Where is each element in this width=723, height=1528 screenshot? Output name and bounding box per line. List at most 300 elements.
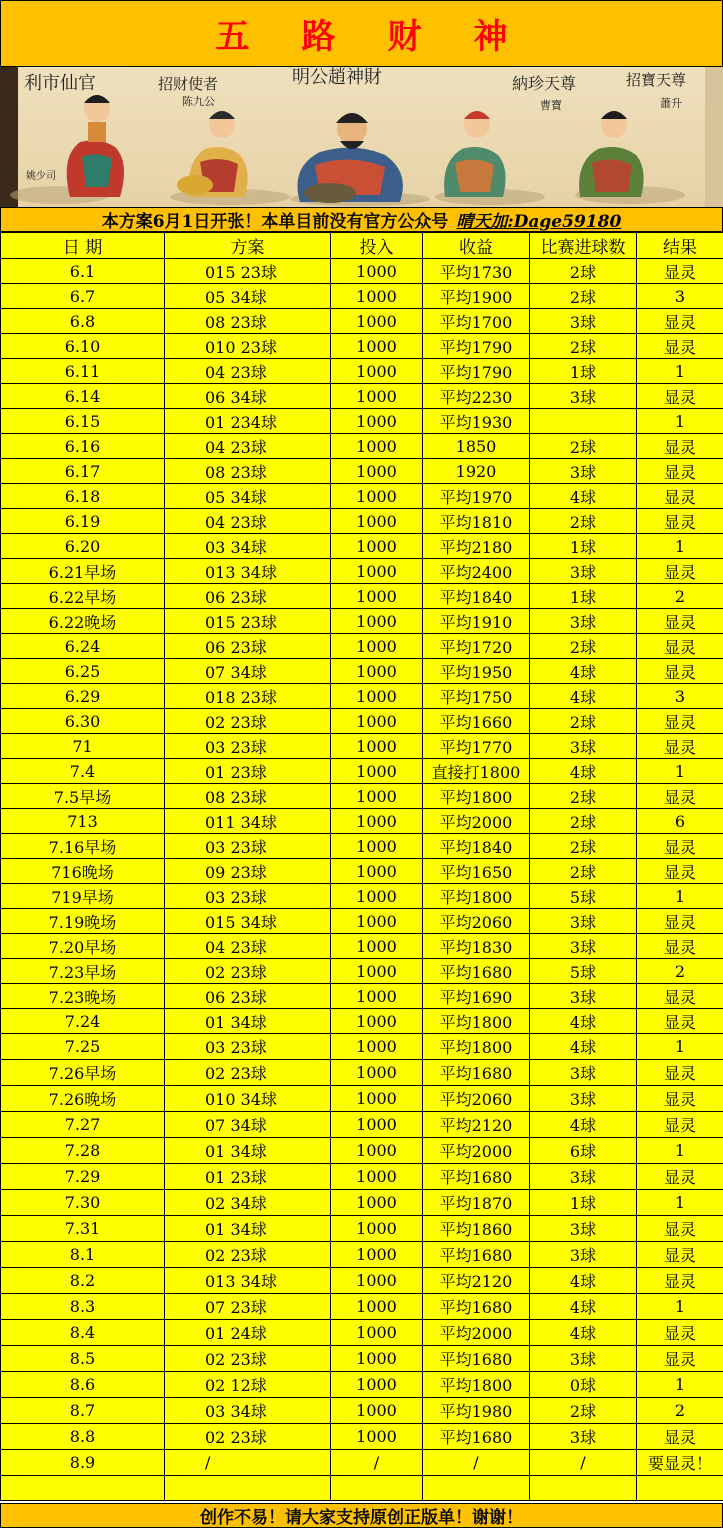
cell-goals: 4球 (530, 1268, 637, 1294)
cell-return: 平均1720 (423, 634, 530, 659)
table-row (1, 1086, 723, 1112)
cell-return: 平均1870 (423, 1190, 530, 1216)
table-row (1, 684, 723, 709)
cell-stake: 1000 (331, 1086, 423, 1112)
empty-cell (1, 1476, 165, 1501)
cell-goals: 3球 (530, 984, 637, 1009)
table-row-empty (1, 1476, 723, 1501)
cell-plan: 02 12球 (165, 1372, 331, 1398)
cell-result: 1 (637, 534, 723, 559)
cell-plan: 015 34球 (165, 909, 331, 934)
table-row (1, 459, 723, 484)
cell-return: 平均1660 (423, 709, 530, 734)
cell-goals: 3球 (530, 1216, 637, 1242)
cell-result: 显灵 (637, 1086, 723, 1112)
cell-return: 直接打1800 (423, 759, 530, 784)
cell-return: 平均1970 (423, 484, 530, 509)
cell-goals: / (530, 1450, 637, 1476)
table-header-row (1, 233, 723, 259)
cell-stake: 1000 (331, 1112, 423, 1138)
cell-date: 7.4 (1, 759, 165, 784)
footer-text: 创作不易！请大家支持原创正版单！谢谢！ (200, 1508, 523, 1528)
cell-plan: 04 23球 (165, 934, 331, 959)
header-return: 收益 (423, 233, 530, 259)
results-table (0, 232, 723, 1501)
cell-goals: 4球 (530, 684, 637, 709)
cell-result: 显灵 (637, 1112, 723, 1138)
cell-goals: 2球 (530, 784, 637, 809)
cell-plan: 02 34球 (165, 1190, 331, 1216)
cell-goals: 1球 (530, 359, 637, 384)
cell-plan: 02 23球 (165, 1060, 331, 1086)
banner-label: 姚少司 (26, 171, 56, 182)
cell-goals: 3球 (530, 459, 637, 484)
cell-date: 6.16 (1, 434, 165, 459)
cell-return: 平均1700 (423, 309, 530, 334)
cell-stake: 1000 (331, 1060, 423, 1086)
cell-return: 平均1980 (423, 1398, 530, 1424)
cell-date: 6.24 (1, 634, 165, 659)
table-row (1, 484, 723, 509)
cell-goals: 3球 (530, 909, 637, 934)
table-row (1, 634, 723, 659)
cell-date: 7.20早场 (1, 934, 165, 959)
table-row (1, 959, 723, 984)
cell-plan: 011 34球 (165, 809, 331, 834)
table-row (1, 1450, 723, 1476)
page-title: 五路财神 (215, 17, 560, 57)
notice-text: 本方案6月1日开张！本单目前没有官方公众号 (101, 212, 449, 232)
table-row (1, 1346, 723, 1372)
cell-result: 显灵 (637, 1268, 723, 1294)
cell-stake: 1000 (331, 259, 423, 284)
cell-result: 1 (637, 1294, 723, 1320)
table-row (1, 759, 723, 784)
five-gods-banner-image (0, 67, 723, 207)
cell-result: 显灵 (637, 859, 723, 884)
cell-result: 3 (637, 684, 723, 709)
cell-stake: 1000 (331, 459, 423, 484)
cell-result: 显灵 (637, 784, 723, 809)
cell-date: 6.7 (1, 284, 165, 309)
cell-plan: 013 34球 (165, 559, 331, 584)
cell-goals: 2球 (530, 834, 637, 859)
banner-label: 招寶天尊 (626, 71, 687, 89)
cell-goals: 1球 (530, 584, 637, 609)
table-row (1, 434, 723, 459)
cell-plan: 04 23球 (165, 509, 331, 534)
cell-return: 平均2400 (423, 559, 530, 584)
cell-goals: 2球 (530, 1398, 637, 1424)
cell-stake: 1000 (331, 1294, 423, 1320)
cell-result: 显灵 (637, 1060, 723, 1086)
cell-goals: 3球 (530, 934, 637, 959)
cell-plan: 08 23球 (165, 784, 331, 809)
cell-stake: 1000 (331, 284, 423, 309)
cell-return: 平均2180 (423, 534, 530, 559)
table-row (1, 1034, 723, 1060)
header-date: 日 期 (1, 233, 165, 259)
cell-goals: 2球 (530, 259, 637, 284)
table-row (1, 1242, 723, 1268)
cell-result: 1 (637, 759, 723, 784)
cell-return: 平均1800 (423, 884, 530, 909)
cell-plan: 03 23球 (165, 734, 331, 759)
cell-date: 7.5早场 (1, 784, 165, 809)
table-row (1, 659, 723, 684)
cell-result: 显灵 (637, 384, 723, 409)
header-result: 结果 (637, 233, 723, 259)
cell-return: 平均1770 (423, 734, 530, 759)
cell-plan: 04 23球 (165, 434, 331, 459)
cell-result: 显灵 (637, 1424, 723, 1450)
cell-stake: 1000 (331, 609, 423, 634)
cell-plan: 03 23球 (165, 834, 331, 859)
cell-stake: 1000 (331, 884, 423, 909)
cell-date: 8.1 (1, 1242, 165, 1268)
table-row (1, 784, 723, 809)
cell-stake: 1000 (331, 734, 423, 759)
cell-goals: 3球 (530, 1424, 637, 1450)
cell-return: 平均1900 (423, 284, 530, 309)
table-row (1, 1268, 723, 1294)
cell-goals: 2球 (530, 284, 637, 309)
cell-stake: 1000 (331, 909, 423, 934)
cell-result: 显灵 (637, 1164, 723, 1190)
cell-return: 平均1800 (423, 1034, 530, 1060)
cell-result: 显灵 (637, 484, 723, 509)
cell-plan: 02 23球 (165, 1242, 331, 1268)
cell-date: 7.28 (1, 1138, 165, 1164)
cell-goals: 4球 (530, 1294, 637, 1320)
cell-plan: 01 23球 (165, 759, 331, 784)
table-row (1, 259, 723, 284)
cell-plan: 013 34球 (165, 1268, 331, 1294)
cell-plan: 02 23球 (165, 1424, 331, 1450)
cell-result: 显灵 (637, 909, 723, 934)
cell-stake: 1000 (331, 1034, 423, 1060)
cell-result: 2 (637, 1398, 723, 1424)
table-row (1, 1112, 723, 1138)
cell-goals: 3球 (530, 734, 637, 759)
cell-stake: 1000 (331, 784, 423, 809)
cell-goals: 4球 (530, 1320, 637, 1346)
cell-plan: 03 34球 (165, 534, 331, 559)
table-row (1, 709, 723, 734)
cell-return: 平均1680 (423, 1294, 530, 1320)
notice-bar (0, 207, 723, 232)
cell-date: 6.20 (1, 534, 165, 559)
cell-result: 显灵 (637, 509, 723, 534)
cell-result: 显灵 (637, 259, 723, 284)
table-row (1, 534, 723, 559)
cell-return: 平均2060 (423, 1086, 530, 1112)
cell-goals: 4球 (530, 1034, 637, 1060)
cell-plan: 07 34球 (165, 659, 331, 684)
cell-date: 7.23早场 (1, 959, 165, 984)
cell-goals: 3球 (530, 559, 637, 584)
cell-return: 平均1680 (423, 1346, 530, 1372)
header-plan: 方案 (165, 233, 331, 259)
cell-return: 平均2230 (423, 384, 530, 409)
cell-stake: 1000 (331, 1372, 423, 1398)
cell-stake: 1000 (331, 934, 423, 959)
cell-return: 平均1680 (423, 1424, 530, 1450)
cell-result: 显灵 (637, 1320, 723, 1346)
cell-goals: 5球 (530, 884, 637, 909)
cell-goals: 2球 (530, 334, 637, 359)
cell-result: 显灵 (637, 334, 723, 359)
cell-stake: 1000 (331, 1424, 423, 1450)
cell-result: 显灵 (637, 1242, 723, 1268)
cell-stake: 1000 (331, 409, 423, 434)
cell-goals: 3球 (530, 384, 637, 409)
cell-plan: 09 23球 (165, 859, 331, 884)
cell-plan: 06 23球 (165, 584, 331, 609)
cell-plan: 07 34球 (165, 1112, 331, 1138)
cell-return: 平均1680 (423, 1242, 530, 1268)
cell-return: 平均1840 (423, 834, 530, 859)
banner-label: 曹寶 (540, 99, 562, 112)
cell-result: 显灵 (637, 434, 723, 459)
cell-date: 6.22早场 (1, 584, 165, 609)
cell-stake: 1000 (331, 559, 423, 584)
cell-stake: 1000 (331, 959, 423, 984)
cell-date: 6.30 (1, 709, 165, 734)
cell-plan: 01 234球 (165, 409, 331, 434)
cell-stake: 1000 (331, 634, 423, 659)
cell-stake: 1000 (331, 1346, 423, 1372)
table-row (1, 1138, 723, 1164)
cell-result: 2 (637, 584, 723, 609)
cell-stake: / (331, 1450, 423, 1476)
footer-bar (0, 1503, 723, 1528)
cell-date: 716晚场 (1, 859, 165, 884)
cell-goals: 3球 (530, 1164, 637, 1190)
cell-plan: 08 23球 (165, 459, 331, 484)
cell-return: 平均1730 (423, 259, 530, 284)
cell-date: 7.31 (1, 1216, 165, 1242)
cell-return: 平均1680 (423, 959, 530, 984)
cell-date: 8.6 (1, 1372, 165, 1398)
cell-return: 平均2000 (423, 1320, 530, 1346)
cell-return: 平均1790 (423, 334, 530, 359)
cell-stake: 1000 (331, 384, 423, 409)
cell-goals: 1球 (530, 534, 637, 559)
cell-date: 6.8 (1, 309, 165, 334)
cell-goals: 4球 (530, 1009, 637, 1034)
table-row (1, 809, 723, 834)
cell-date: 6.14 (1, 384, 165, 409)
cell-result: 1 (637, 409, 723, 434)
cell-result: 2 (637, 959, 723, 984)
cell-goals: 4球 (530, 759, 637, 784)
cell-stake: 1000 (331, 984, 423, 1009)
cell-result: 1 (637, 884, 723, 909)
cell-goals: 3球 (530, 609, 637, 634)
cell-result: 显灵 (637, 934, 723, 959)
cell-plan: 05 34球 (165, 484, 331, 509)
cell-goals: 0球 (530, 1372, 637, 1398)
cell-date: 6.22晚场 (1, 609, 165, 634)
cell-return: 平均1830 (423, 934, 530, 959)
cell-return: 平均1810 (423, 509, 530, 534)
cell-stake: 1000 (331, 809, 423, 834)
cell-date: 7.24 (1, 1009, 165, 1034)
cell-date: 719早场 (1, 884, 165, 909)
table-row (1, 609, 723, 634)
table-row (1, 1424, 723, 1450)
cell-return: 平均1800 (423, 1009, 530, 1034)
cell-date: 6.15 (1, 409, 165, 434)
cell-plan: / (165, 1450, 331, 1476)
cell-plan: 05 34球 (165, 284, 331, 309)
cell-stake: 1000 (331, 1216, 423, 1242)
cell-goals: 2球 (530, 859, 637, 884)
cell-return: 平均1840 (423, 584, 530, 609)
table-row (1, 1060, 723, 1086)
table-row (1, 734, 723, 759)
banner-label: 利市仙官 (24, 73, 96, 94)
cell-date: 6.29 (1, 684, 165, 709)
cell-result: 显灵 (637, 609, 723, 634)
cell-result: 显灵 (637, 709, 723, 734)
cell-plan: 04 23球 (165, 359, 331, 384)
cell-date: 6.21早场 (1, 559, 165, 584)
cell-plan: 01 34球 (165, 1009, 331, 1034)
table-row (1, 909, 723, 934)
cell-plan: 01 34球 (165, 1138, 331, 1164)
cell-stake: 1000 (331, 709, 423, 734)
cell-return: 平均1680 (423, 1060, 530, 1086)
cell-return: 平均2000 (423, 1138, 530, 1164)
banner-illustration (0, 67, 723, 207)
cell-stake: 1000 (331, 584, 423, 609)
cell-stake: 1000 (331, 834, 423, 859)
cell-date: 7.23晚场 (1, 984, 165, 1009)
cell-date: 6.25 (1, 659, 165, 684)
cell-result: 3 (637, 284, 723, 309)
cell-date: 8.2 (1, 1268, 165, 1294)
cell-return: 平均1800 (423, 784, 530, 809)
cell-stake: 1000 (331, 1190, 423, 1216)
cell-date: 8.4 (1, 1320, 165, 1346)
cell-result: 显灵 (637, 1009, 723, 1034)
cell-result: 显灵 (637, 1346, 723, 1372)
header-goals: 比赛进球数 (530, 233, 637, 259)
cell-plan: 01 24球 (165, 1320, 331, 1346)
cell-plan: 01 34球 (165, 1216, 331, 1242)
table-row (1, 859, 723, 884)
empty-cell (530, 1476, 637, 1501)
cell-date: 6.19 (1, 509, 165, 534)
cell-goals: 2球 (530, 634, 637, 659)
cell-return: 平均2120 (423, 1112, 530, 1138)
cell-goals: 3球 (530, 1242, 637, 1268)
cell-result: 显灵 (637, 734, 723, 759)
table-row (1, 359, 723, 384)
cell-goals: 6球 (530, 1138, 637, 1164)
cell-stake: 1000 (331, 1268, 423, 1294)
cell-date: 7.19晚场 (1, 909, 165, 934)
table-row (1, 584, 723, 609)
title-bar (0, 0, 723, 67)
cell-return: 平均1860 (423, 1216, 530, 1242)
cell-goals: 5球 (530, 959, 637, 984)
table-row (1, 1009, 723, 1034)
cell-stake: 1000 (331, 859, 423, 884)
cell-result: 1 (637, 359, 723, 384)
cell-return: 平均1930 (423, 409, 530, 434)
table-row (1, 984, 723, 1009)
cell-date: 6.11 (1, 359, 165, 384)
cell-goals (530, 409, 637, 434)
empty-cell (637, 1476, 723, 1501)
cell-goals: 3球 (530, 1086, 637, 1112)
cell-result: 6 (637, 809, 723, 834)
table-row (1, 1190, 723, 1216)
cell-result: 显灵 (637, 984, 723, 1009)
table-row (1, 1372, 723, 1398)
cell-return: 平均1790 (423, 359, 530, 384)
cell-date: 7.29 (1, 1164, 165, 1190)
cell-date: 8.5 (1, 1346, 165, 1372)
cell-return: 平均1690 (423, 984, 530, 1009)
cell-plan: 03 23球 (165, 884, 331, 909)
cell-plan: 06 23球 (165, 984, 331, 1009)
table-row (1, 1216, 723, 1242)
cell-stake: 1000 (331, 359, 423, 384)
cell-stake: 1000 (331, 534, 423, 559)
cell-result: 显灵 (637, 634, 723, 659)
cell-plan: 018 23球 (165, 684, 331, 709)
cell-date: 7.16早场 (1, 834, 165, 859)
cell-stake: 1000 (331, 434, 423, 459)
cell-plan: 010 34球 (165, 1086, 331, 1112)
cell-return: / (423, 1450, 530, 1476)
cell-goals: 3球 (530, 309, 637, 334)
cell-date: 8.7 (1, 1398, 165, 1424)
cell-date: 7.26早场 (1, 1060, 165, 1086)
table-row (1, 409, 723, 434)
cell-result: 1 (637, 1372, 723, 1398)
cell-date: 7.27 (1, 1112, 165, 1138)
cell-result: 要显灵！ (637, 1450, 723, 1476)
cell-return: 平均1680 (423, 1164, 530, 1190)
cell-goals: 3球 (530, 1346, 637, 1372)
cell-stake: 1000 (331, 1398, 423, 1424)
cell-return: 平均2120 (423, 1268, 530, 1294)
table-row (1, 1398, 723, 1424)
cell-plan: 06 34球 (165, 384, 331, 409)
cell-plan: 010 23球 (165, 334, 331, 359)
cell-return: 平均2060 (423, 909, 530, 934)
cell-date: 6.1 (1, 259, 165, 284)
cell-stake: 1000 (331, 659, 423, 684)
banner-label: 陈九公 (182, 95, 215, 108)
contact-info: 晴天加:Dage59180 (456, 212, 622, 232)
cell-plan: 015 23球 (165, 609, 331, 634)
cell-goals: 3球 (530, 1060, 637, 1086)
cell-result: 显灵 (637, 659, 723, 684)
cell-result: 1 (637, 1034, 723, 1060)
cell-date: 6.17 (1, 459, 165, 484)
table-row (1, 334, 723, 359)
cell-result: 显灵 (637, 309, 723, 334)
cell-return: 平均1750 (423, 684, 530, 709)
header-stake: 投入 (331, 233, 423, 259)
table-row (1, 384, 723, 409)
